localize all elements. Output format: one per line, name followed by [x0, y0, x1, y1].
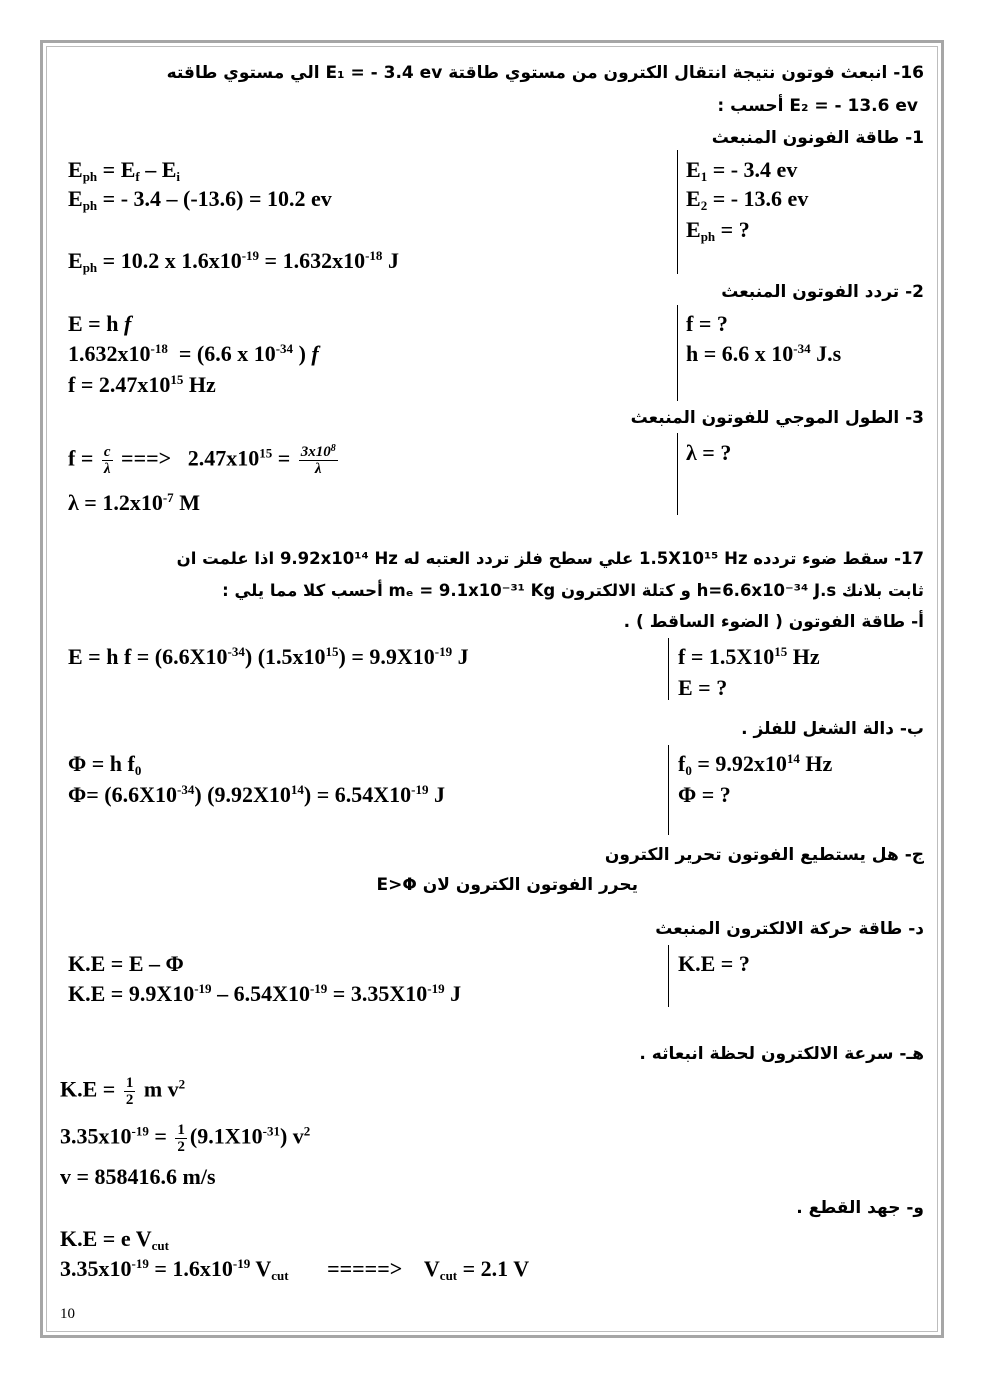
q16-part1-title: 1- طاقة الفونون المنبعث [711, 128, 924, 148]
q17-c-answer: يحرر الفوتون الكترون لان E>Φ [376, 875, 638, 895]
q17-a-divider [668, 638, 669, 700]
q17-line2: ثابت بلانك h=6.6x10⁻³⁴ J.s و كتلة الالكترون mₑ = 9.1x10⁻³¹ Kg أحسب كلا مما يلي : [222, 581, 924, 600]
q16-part2-title: 2- تردد الفوتون المنبعث [721, 282, 924, 302]
q16-part1-eq2: $E_{ph}$ = - 3.4 – (-13.6) = 10.2 ev [68, 186, 332, 213]
q17-b-given1: $f_0 = 9.92x10^{14}$ Hz [678, 751, 833, 778]
q17-e-eq1: K.E = $\frac{1}{2}$ m $v^2$ [60, 1075, 186, 1108]
q16-line1: 16- انبعث فوتون نتيجة انتقال الكترون من مستوي طاقتة E₁ = - 3.4 ev الي مستوي طاقته [166, 63, 924, 83]
q17-a-given1: $f = 1.5X10^{15}$ Hz [678, 644, 820, 669]
q17-a-given2: E = ? [678, 675, 728, 700]
q16-part1-divider [677, 150, 678, 274]
q16-part1-eq1: $E_{ph} = E_f - E_i$ [68, 157, 181, 184]
q17-d-given1: K.E = ? [678, 951, 750, 976]
q16-part3-title: 3- الطول الموجي للفوتون المنبعث [630, 408, 924, 428]
q16-part2-given2: h = 6.6 x $10^{-34}$ J.s [686, 341, 842, 366]
q17-e-title: هـ- سرعة الالكترون لحظة انبعاثه . [639, 1044, 924, 1064]
q16-part2-divider [677, 305, 678, 401]
q16-part3-eq1: f = $\frac{c}{\lambda}$ ===> $2.47x10^{15}$ = $\frac{3x10^8}{\lambda}$ [68, 443, 336, 477]
q17-d-eq1: K.E = E – Φ [68, 951, 184, 976]
q16-part3-divider [677, 433, 678, 515]
q16-line2: E₂ = - 13.6 ev أحسب : [717, 96, 918, 116]
q17-b-divider [668, 745, 669, 835]
q16-part3-given1: λ = ? [686, 440, 732, 465]
q17-d-eq2: $K.E = 9.9X10^{-19} - 6.54X10^{-19} = 3.35X10^{-19}$ J [68, 981, 462, 1006]
page-number: 10 [60, 1306, 75, 1322]
q17-b-eq2: $\Phi= (6.6X10^{-34}) (9.92X10^{14}) = 6.54X10^{-19}$ J [68, 782, 445, 807]
q16-part1-given2: $E_2$ = - 13.6 ev [686, 186, 809, 213]
q17-e-eq2: $3.35x10^{-19}$ = $\frac{1}{2}$ $(9.1X10^{-31})$ $v^2$ [60, 1122, 311, 1155]
q16-part2-eq1: E = h f [68, 311, 132, 336]
q17-e-eq3: v = 858416.6 m/s [60, 1164, 216, 1189]
q17-line1: 17- سقط ضوء تردده 1.5X10¹⁵ Hz علي سطح فلز تردد العتبه له 9.92x10¹⁴ Hz اذا علمت ان [176, 549, 924, 568]
q17-b-given2: Φ = ? [678, 782, 731, 807]
q16-part1-given1: $E_1$ = - 3.4 ev [686, 157, 798, 184]
q16-part1-given3: $E_{ph}$ = ? [686, 217, 750, 244]
q17-c-title: ج- هل يستطيع الفوتون تحرير الكترون [604, 845, 924, 865]
q17-a-title: أ- طاقة الفوتون ( الضوء الساقط ) . [623, 612, 924, 632]
q16-part2-eq2: $1.632x10^{-18} = (6.6$ x $10^{-34}$ ) f [68, 341, 319, 366]
q16-part2-given1: f = ? [686, 311, 728, 336]
q17-d-divider [668, 945, 669, 1007]
q16-part1-eq3: $E_{ph} = 10.2$ x $1.6x10^{-19} = 1.632x10^{-18}$ J [68, 248, 399, 275]
q16-part3-eq2: $\lambda = 1.2x10^{-7}$ M [68, 490, 200, 515]
q17-b-title: ب- دالة الشغل للفلز . [741, 719, 924, 739]
q17-f-eq2: $3.35x10^{-19} = 1.6x10^{-19}$ $V_{cut}$ =====> $V_{cut} = 2.1$ V [60, 1256, 530, 1283]
q17-d-title: د- طاقة حركة الالكترون المنبعث [655, 919, 924, 939]
q16-part2-eq3: $f = 2.47x10^{15}$ Hz [68, 372, 216, 397]
q17-f-eq1: K.E = e $V_{cut}$ [60, 1226, 169, 1253]
q17-b-eq1: Φ = h $f_0$ [68, 751, 142, 778]
q17-f-title: و- جهد القطع . [796, 1198, 924, 1218]
q17-a-eq1: E = h $f = (6.6X10^{-34}) (1.5x10^{15}) = 9.9X10^{-19}$ J [68, 644, 469, 669]
